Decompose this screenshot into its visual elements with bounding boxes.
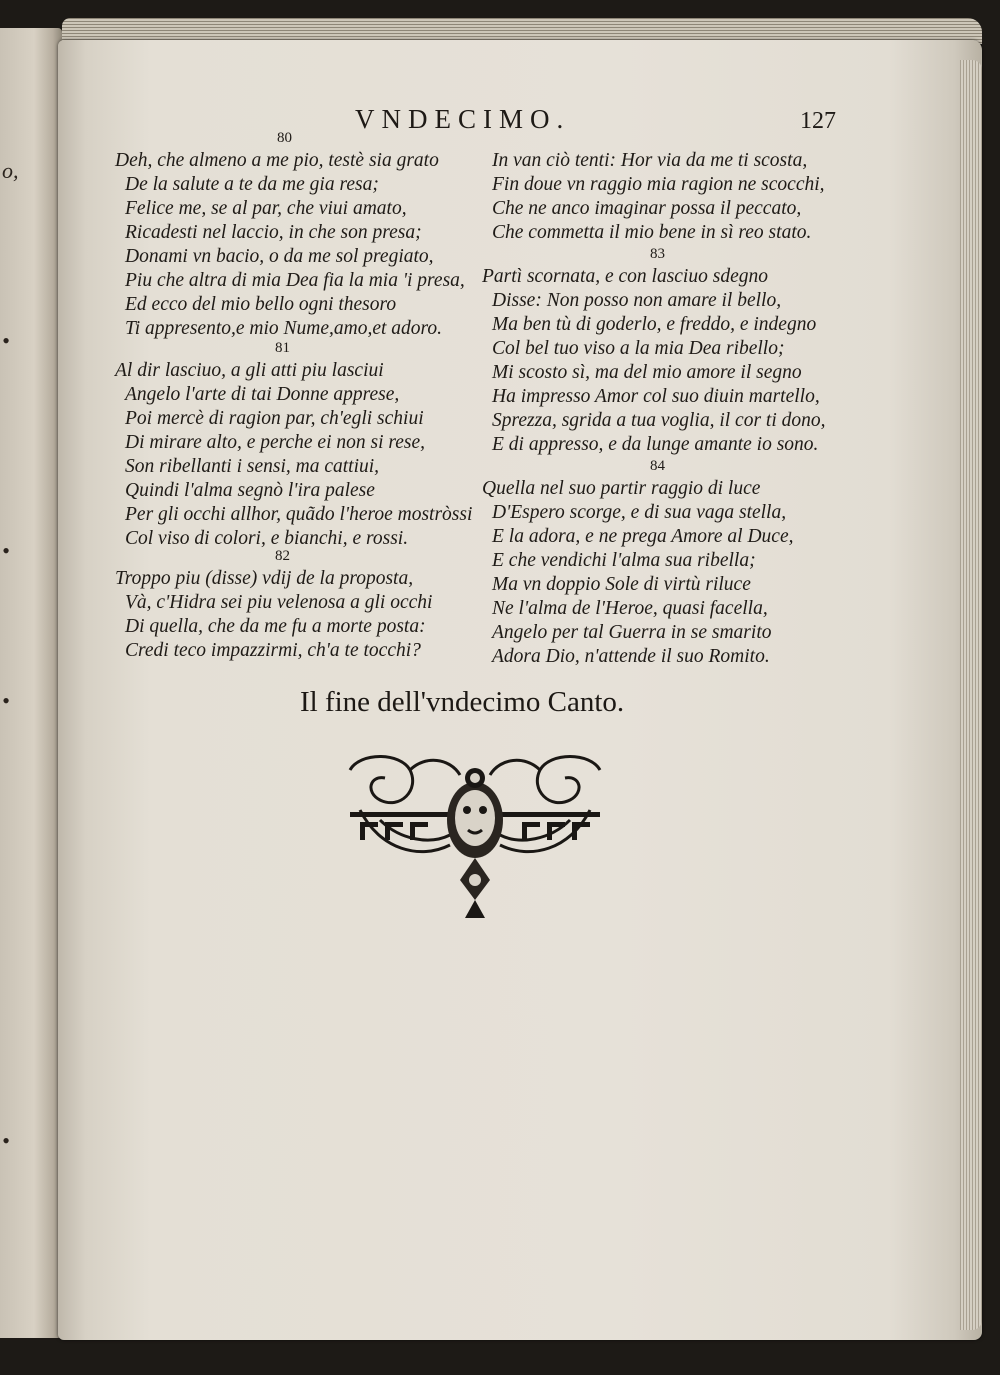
verse-line: Ma vn doppio Sole di virtù riluce [492, 574, 751, 595]
page-stack-edge [960, 60, 982, 1330]
verse-line: Son ribellanti i sensi, ma cattiui, [125, 456, 380, 477]
verse-line: De la salute a te da me gia resa; [125, 174, 379, 195]
verse-line: Ed ecco del mio bello ogni thesoro [125, 294, 397, 315]
verse-line: D'Espero scorge, e di sua vaga stella, [492, 502, 787, 523]
verse-line: Ne l'alma de l'Heroe, quasi facella, [492, 598, 768, 619]
verse-line: Disse: Non posso non amare il bello, [492, 290, 782, 311]
margin-mark: • [2, 328, 10, 353]
stanza-number: 80 [277, 130, 292, 146]
page-header [0, 100, 1000, 140]
stanza-number: 83 [650, 246, 665, 262]
printers-ornament-icon [340, 750, 610, 925]
verse-line: Quella nel suo partir raggio di luce [482, 478, 761, 499]
verse-line: Donami vn bacio, o da me sol pregiato, [125, 246, 434, 267]
stanza-number: 84 [650, 458, 665, 474]
verse-line: Deh, che almeno a me pio, testè sia grato [115, 150, 439, 171]
verse-line: Angelo l'arte di tai Donne apprese, [125, 384, 400, 405]
verse-line: Credi teco impazzirmi, ch'a te tocchi? [125, 640, 421, 661]
margin-mark: • [2, 538, 10, 563]
margin-mark: • [2, 688, 10, 713]
verse-line: Di quella, che da me fu a morte posta: [125, 616, 426, 637]
verse-line: Per gli occhi allhor, quãdo l'heroe mostròssi [125, 504, 473, 525]
verse-line: Ma ben tù di goderlo, e freddo, e indegno [492, 314, 817, 335]
verse-line: E che vendichi l'alma sua ribella; [492, 550, 756, 571]
verse-line: Sprezza, sgrida a tua voglia, il cor ti dono, [492, 410, 826, 431]
verse-line: Và, c'Hidra sei piu velenosa a gli occhi [125, 592, 433, 613]
margin-mark: o, [2, 158, 19, 183]
verse-line: Fin doue vn raggio mia ragion ne scocchi, [492, 174, 825, 195]
verse-line: Quindi l'alma segnò l'ira palese [125, 480, 375, 501]
verse-line: Che commetta il mio bene in sì reo stato. [492, 222, 812, 243]
verse-line: Ti appresento,e mio Nume,amo,et adoro. [125, 318, 443, 339]
verse-line: Adora Dio, n'attende il suo Romito. [492, 646, 770, 667]
page-number: 127 [800, 108, 836, 134]
verse-line: Partì scornata, e con lasciuo sdegno [482, 266, 768, 287]
verse-line: Ha impresso Amor col suo diuin martello, [492, 386, 820, 407]
verse-line: Mi scosto sì, ma del mio amore il segno [492, 362, 802, 383]
verse-line: Che ne anco imaginar possa il peccato, [492, 198, 802, 219]
margin-mark: • [2, 1128, 10, 1153]
facing-page-edge [0, 28, 62, 1338]
verse-line: Ricadesti nel laccio, in che son presa; [125, 222, 422, 243]
verse-line: Di mirare alto, e perche ei non si rese, [125, 432, 426, 453]
stanza-number: 82 [275, 548, 290, 564]
verse-line: Angelo per tal Guerra in se smarito [492, 622, 772, 643]
verse-line: Troppo piu (disse) vdij de la proposta, [115, 568, 414, 589]
canto-colophon: Il fine dell'vndecimo Canto. [300, 686, 625, 718]
verse-line: Poi mercè di ragion par, ch'egli schiui [125, 408, 424, 429]
verse-line: E la adora, e ne prega Amore al Duce, [492, 526, 794, 547]
verse-line: Al dir lasciuo, a gli atti piu lasciui [115, 360, 384, 381]
verse-line: Col viso di colori, e bianchi, e rossi. [125, 528, 409, 549]
stanza-number: 81 [275, 340, 290, 356]
running-title: VNDECIMO. [355, 104, 571, 134]
verse-line: Col bel tuo viso a la mia Dea ribello; [492, 338, 785, 359]
verse-line: In van ciò tenti: Hor via da me ti scosta, [492, 150, 808, 171]
verse-line: Piu che altra di mia Dea fia la mia 'i presa, [125, 270, 465, 291]
verse-line: E di appresso, e da lunge amante io sono. [492, 434, 819, 455]
verse-line: Felice me, se al par, che viui amato, [125, 198, 407, 219]
